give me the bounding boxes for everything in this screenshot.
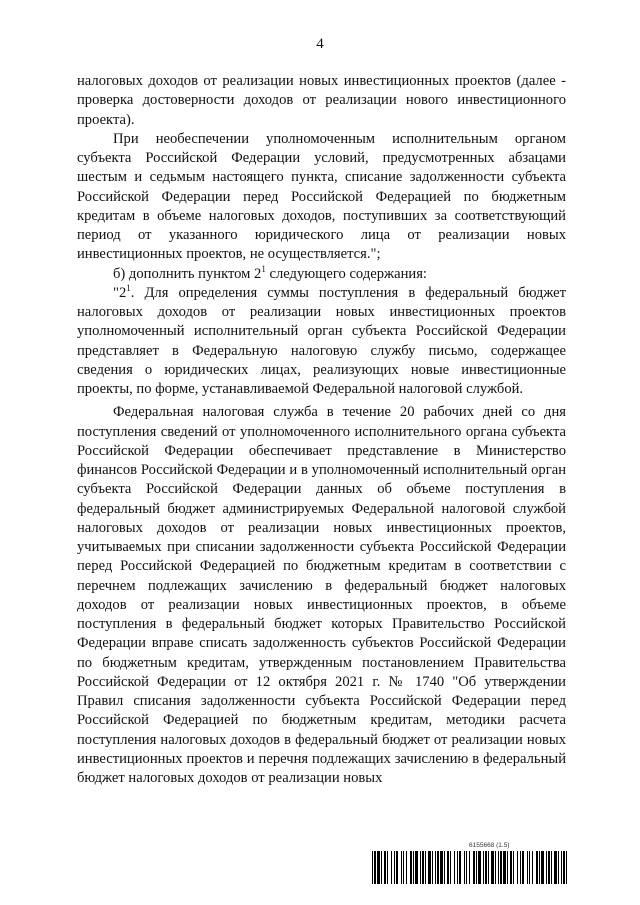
document-body <box>77 72 566 788</box>
paragraph-non-provision: При необеспечении уполномоченным исполнительным органом субъекта Российской Федерации условий, предусмотренных абзацами шестым и седьмым настоящего пункта, списание задолженности субъекта Российской Федерации перед Российской Федерацией по бюджетным кредитам в объеме налоговых доходов, поступивших за соответствующий период от указанного юридического лица от реализации новых инвестиционных проектов, не осуществляется."; <box>77 130 566 263</box>
point-2-1-text: . Для определения суммы поступления в федеральный бюджет налоговых доходов от реализации новых инвестиционных проектов уполномоченный исполнительный орган субъекта Российской Федерации представляет в Федеральную налоговую службу письмо, содержащее сведения о юридических лицах, реализующих новые инвестиционные проекты, по форме, устанавливаемой Федеральной налоговой службой. <box>77 284 566 397</box>
amendment-b-text-end: следующего содержания: <box>265 265 427 282</box>
paragraph-continuation: налоговых доходов от реализации новых инвестиционных проектов (далее - проверка достоверности доходов от реализации нового инвестиционного проекта). <box>77 73 566 128</box>
paragraph-fns-duty: Федеральная налоговая служба в течение 20 рабочих дней со дня поступления сведений от уполномоченного исполнительного органа субъекта Российской Федерации обеспечивает представление в Министерство финансов Российской Федерации и в уполномоченный исполнительный орган субъекта Российской Федерации данных об объеме поступления в федеральный бюджет администрируемых Федеральной налоговой службой налоговых доходов от реализации новых инвестиционных проектов, учитываемых при списании задолженности субъекта Российской Федерации перед Российской Федерацией по бюджетным кредитам в соответствии с перечнем подлежащих зачислению в федеральный бюджет налоговых доходов от реализации новых инвестиционных проектов, в объеме поступления в федеральный бюджет которых Правительство Российской Федерации вправе списать задолженность субъектов Российской Федерации по бюджетным кредитам, утвержденным постановлением Правительства Российской Федерации от 12 октября 2021 г. № 1740 "Об утверждении Правил списания задолженности субъекта Российской Федерации перед Российской Федерацией по бюджетным кредитам, методики расчета поступления налоговых доходов в федеральный бюджет от реализации новых инвестиционных проектов и перечня подлежащих зачислению в федеральный бюджет налоговых доходов от реализации новых <box>77 404 566 786</box>
paragraph-amendment-b <box>77 265 566 284</box>
point-2-1-number: "2 <box>113 284 127 301</box>
superscript: 1 <box>261 263 266 274</box>
superscript: 1 <box>126 282 131 293</box>
paragraph-point-2-1 <box>77 284 566 400</box>
document-id: 6155668 (1.5) <box>469 842 510 849</box>
page-number: 4 <box>316 36 324 52</box>
amendment-b-text: б) дополнить пунктом 2 <box>113 265 262 282</box>
barcode <box>372 851 567 884</box>
